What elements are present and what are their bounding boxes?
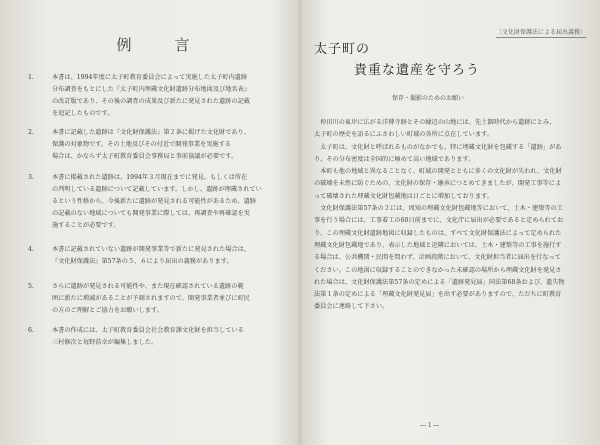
subtitle: 保存・撮影のためのお願い [392, 95, 465, 102]
page-heading: 例 言 [116, 36, 204, 54]
right-page [302, 0, 600, 445]
note-text: 本書に掲載された遺跡は、1994年３月現在までに発見、もしくは所在 の判明している遺跡について記載しています。しかし、遺跡が埋蔵されてい るという性格から、今後新たに遺跡が発見される可能性があるため、遺跡 の記載のない地域についても開発事業に際しては、再調査や再確認を実 施することが必要です。 [52, 174, 262, 229]
note-number: 5. [28, 283, 34, 290]
note-item-4 [28, 244, 286, 268]
note-number: 3. [28, 174, 34, 181]
note-item-2 [28, 127, 286, 163]
note-number: 6. [28, 327, 34, 334]
page-number: —１— [420, 421, 440, 429]
note-text: 本書に記載されていない遺跡が開発事業等で新たに発見された場合は、 『文化財保護法』第57条の５、６により届出の義務があります。 [52, 246, 250, 265]
body-text: 仲田川の東岸に広がる洋傳寺跡とその縁辺の山地には、先土器時代から遺跡にとみ、 太子町の歴史を語るにふさわしい町域の各所に点在しています。 太子町は、文化財と呼ばれるものがなかでも、特に埋蔵文化財を包蔵する「遺跡」があ り、その分布密度は全国的に極めて高い地域であります。 本町も他の地域と異なることなく、町域の開発とともに多くの文化財が失われ、文化財 の破壊を未然に防ぐための、文化財の保存・継承につとめてきましたが、開発工事等によ って破壊された埋蔵文化財包蔵地は日ごとに増加しております。 文化財保護法第57条の２には、周知の埋蔵文化財包蔵地等において、土木・建築等の工 事を行う場合には、工事着工の60日前までに、文化庁に届出が必要であると定められてお り、この埋蔵文化財遺跡地図に収録したものは、すべて文化財保護法によって定められた 埋蔵文化財包蔵地であり、表示した地域と近隣においては、土木・建築等の工事を施行す る場合は、公共機関・民間を問わず、計画段階において、文化財担当者に届出を行なって ください。この地図に収録することのできなかった未確認の場所から埋蔵文化財を発見さ れた場合は、文化財保護法第57条の定めによる「遺跡発見届」同法第68条および、遺失物 法第１条の定めによる「埋蔵文化財発見届」を出す必要がありますので、ただちに町教育 委員会に連絡して下さい。 [314, 119, 565, 311]
title-line-2: 貴重な遺産を守ろう [354, 63, 481, 78]
note-item-6 [28, 325, 286, 349]
note-number: 4. [28, 246, 34, 253]
note-text: 本書は、1994年度に太子町教育委員会によって実施した太子町内遺跡 分布調査をもとにした『太子町内埋蔵文化財遺跡分布地図及び地名表』 の改訂版であり、その後の調査の成果及び新たに発見された遺跡の記載 を追記したものです。 [52, 74, 250, 117]
note-number: 1. [28, 74, 34, 81]
note-text: 本書の作成には、太子町教育委員会社会教育課文化財を担当している 三村修次と毎野浩幸が編集しました。 [52, 327, 244, 346]
note-text: さらに遺跡が発見される可能性や、また現在確認されている遺跡の範 囲に新たに増減があることが予測されますので、開発事業者並びに町民 の方のご理解とご協力をお願いします。 [52, 283, 250, 314]
title-line-1: 太子町の [314, 42, 371, 57]
note-number: 2. [28, 129, 34, 136]
note-item-3 [28, 172, 286, 232]
left-page [0, 0, 298, 445]
note-text: 本書に記載した遺跡は『文化財保護法』第２条に掲げた文化財であり、 保護の対象物です。その土地及びその付近で開発事業を実施する 場合は、かならず太子町教育委員会事務局と事前協議が必要です。 [52, 129, 250, 160]
note-item-1 [28, 72, 286, 120]
page-header: 〔文化財保護法による届出義務〕 [495, 29, 586, 36]
note-item-5 [28, 281, 286, 317]
